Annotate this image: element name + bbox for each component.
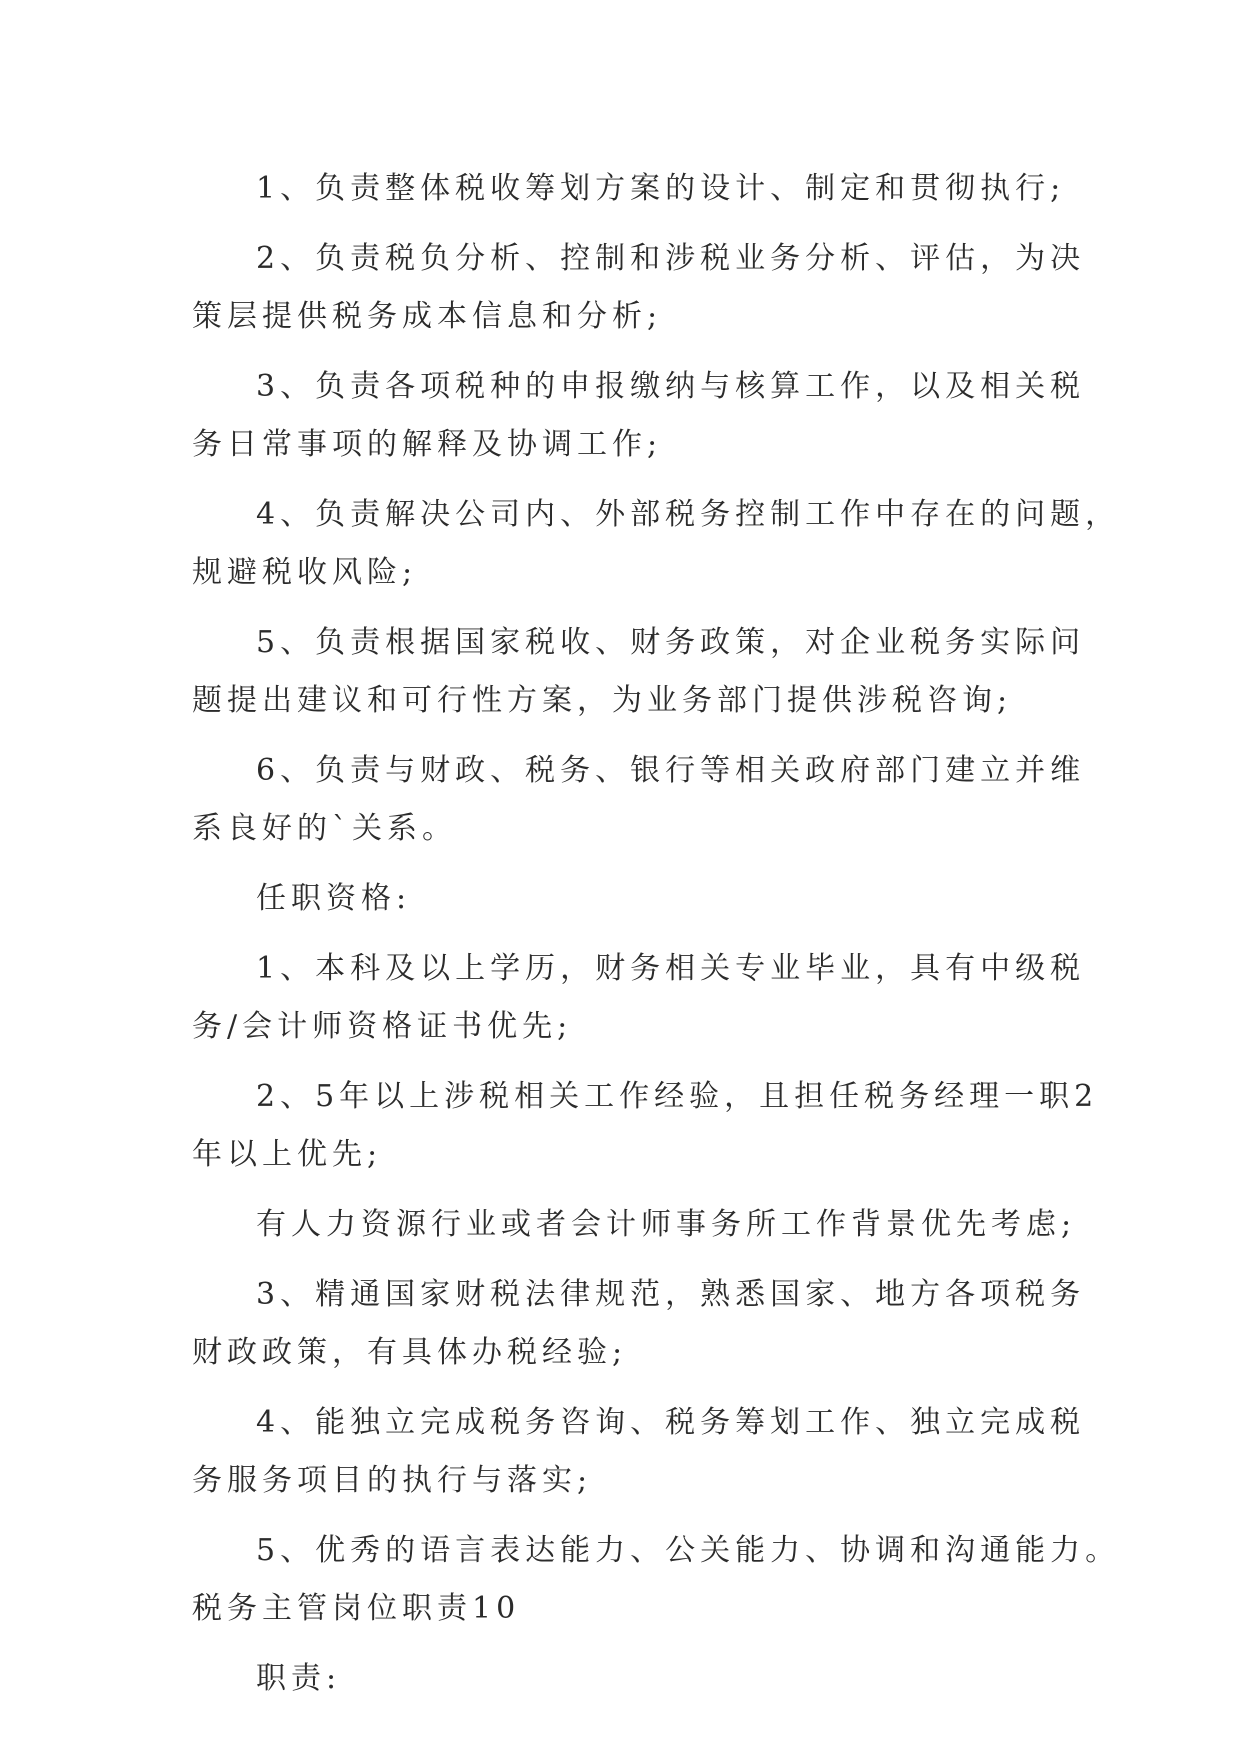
text-line: 题提出建议和可行性方案，为业务部门提供涉税咨询; bbox=[192, 683, 1013, 718]
document-body bbox=[192, 160, 1121, 1708]
text-line: 年以上优先; bbox=[192, 1137, 383, 1172]
text-line: 1、负责整体税收筹划方案的设计、制定和贯彻执行; bbox=[256, 171, 1066, 206]
text-line: 6、负责与财政、税务、银行等相关政府部门建立并维 bbox=[256, 753, 1086, 788]
text-line: 财政政策，有具体办税经验; bbox=[192, 1335, 628, 1370]
text-line: 3、精通国家财税法律规范，熟悉国家、地方各项税务 bbox=[256, 1277, 1086, 1312]
text-line: 务/会计师资格证书优先; bbox=[192, 1009, 573, 1044]
text-line: 2、负责税负分析、控制和涉税业务分析、评估，为决 bbox=[256, 241, 1086, 276]
text-line: 5、优秀的语言表达能力、公关能力、协调和沟通能力。 bbox=[256, 1533, 1121, 1568]
text-line: 职责: bbox=[256, 1661, 342, 1696]
text-line: 务日常事项的解释及协调工作; bbox=[192, 427, 663, 462]
text-line: 策层提供税务成本信息和分析; bbox=[192, 299, 663, 334]
text-line: 3、负责各项税种的申报缴纳与核算工作，以及相关税 bbox=[256, 369, 1086, 404]
text-line: 税务主管岗位职责10 bbox=[192, 1591, 521, 1626]
text-line: 有人力资源行业或者会计师事务所工作背景优先考虑; bbox=[256, 1207, 1077, 1242]
text-line: 4、负责解决公司内、外部税务控制工作中存在的问题， bbox=[256, 497, 1121, 532]
text-line: 系良好的`关系。 bbox=[192, 811, 457, 846]
text-line: 规避税收风险; bbox=[192, 555, 418, 590]
text-line: 4、能独立完成税务咨询、税务筹划工作、独立完成税 bbox=[256, 1405, 1086, 1440]
text-line: 1、本科及以上学历，财务相关专业毕业，具有中级税 bbox=[256, 951, 1086, 986]
text-line: 2、5年以上涉税相关工作经验，且担任税务经理一职2 bbox=[256, 1079, 1099, 1114]
text-line: 5、负责根据国家税收、财务政策，对企业税务实际问 bbox=[256, 625, 1086, 660]
text-line: 任职资格: bbox=[256, 881, 412, 916]
text-line: 务服务项目的执行与落实; bbox=[192, 1463, 593, 1498]
